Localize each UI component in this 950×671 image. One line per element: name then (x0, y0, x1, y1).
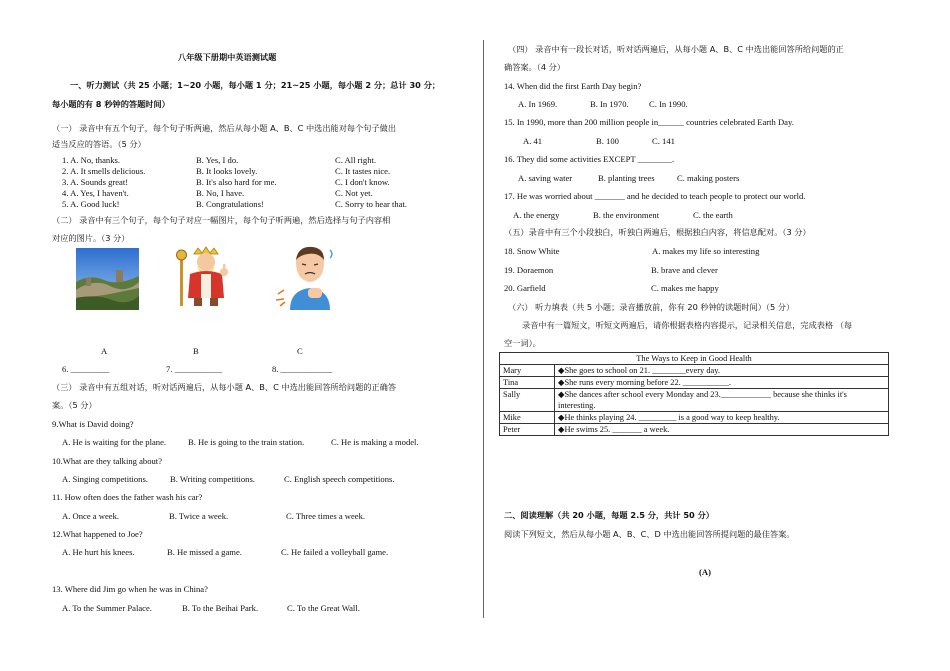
picture-label-a: A (101, 346, 108, 356)
question-17: 17. He was worried about _______ and he decided to teach people to protect our world. (504, 191, 806, 201)
health-ways-table (499, 352, 889, 436)
option-2c: C. It tastes nice. (335, 166, 391, 176)
pair-19-left: 19. Doraemon (504, 265, 554, 275)
option-5a: 5. A. Good luck! (62, 199, 120, 209)
option-14c: C. In 1990. (649, 99, 688, 109)
option-2b: B. It looks lovely. (196, 166, 258, 176)
pair-18-right: A. makes my life so interesting (652, 246, 760, 256)
option-12a: A. He hurt his knees. (62, 547, 135, 557)
question-9: 9.What is David doing? (52, 419, 134, 429)
row-name: Mike (500, 412, 555, 424)
picture-label-c: C (297, 346, 303, 356)
option-5c: C. Sorry to hear that. (335, 199, 408, 209)
option-13b: B. To the Beihai Park. (182, 603, 259, 613)
question-10: 10.What are they talking about? (52, 456, 163, 466)
question-13: 13. Where did Jim go when he was in China? (52, 584, 208, 594)
option-16a: A. saving water (518, 173, 573, 183)
pair-20-right: C. makes me happy (651, 283, 719, 293)
option-14a: A. In 1969. (518, 99, 558, 109)
part1-instructions: （一） 录音中有五个句子，每个句子听两遍，然后从每小题 A、B、C 中选出能对每个句子做出 (52, 123, 397, 133)
section2-instructions: 阅读下列短文，然后从每小题 A、B、C、D 中选出能回答所提问题的最佳答案。 (504, 529, 795, 539)
question-12: 12.What happened to Joe? (52, 529, 143, 539)
part2-instructions-cont: 对应的图片。（3 分） (52, 233, 130, 243)
question-16: 16. They did some activities EXCEPT ________. (504, 154, 675, 164)
option-4b: B. No, I have. (196, 188, 245, 198)
king-cartoon-picture (174, 246, 232, 308)
part6-instructions: （六） 听力填表（共 5 小题；录音播放前，你有 20 秒钟的读题时间）（5 分） (508, 302, 795, 312)
answer-blank-6[interactable]: 6. _________ (62, 364, 110, 374)
table-row (500, 389, 889, 412)
option-10c: C. English speech competitions. (284, 474, 395, 484)
option-4a: 4. A. Yes, I haven't. (62, 188, 129, 198)
row-text: ◆He thinks playing 24. _________ is a good way to keep healthy. (555, 412, 889, 424)
part3-instructions: （三） 录音中有五组对话，听对话两遍后，从每小题 A、B、C 中选出能回答所给问题的正确答 (52, 382, 397, 392)
option-16c: C. making posters (677, 173, 740, 183)
pair-19-right: B. brave and clever (651, 265, 718, 275)
section1-heading: 一、听力测试（共 25 小题；1~20 小题，每小题 1 分；21~25 小题，每小题 2 分；总计 30 分； (70, 80, 441, 90)
pair-18-left: 18. Snow White (504, 246, 560, 256)
row-text: ◆She dances after school every Monday and 23.____________ because she thinks it's interesting. (555, 389, 889, 412)
option-11c: C. Three times a week. (286, 511, 366, 521)
row-name: Peter (500, 424, 555, 436)
section2-heading: 二、阅读理解（共 20 小题，每题 2.5 分，共计 50 分） (504, 510, 714, 520)
option-15c: C. 141 (652, 136, 675, 146)
row-text: ◆She goes to school on 21. ________every day. (555, 365, 889, 377)
table-row (500, 365, 889, 377)
picture-label-b: B (193, 346, 199, 356)
part5-instructions: （五）录音中有三个小段独白，听独白两遍后，根据独白内容，将信息配对。（3 分） (504, 227, 811, 237)
part1-instructions-cont: 适当反应的答语。（5 分） (52, 139, 146, 149)
part6-description-cont: 空一词）。 (504, 338, 541, 348)
option-5b: B. Congratulations! (196, 199, 264, 209)
section1-heading-cont: 每小题的有 8 秒钟的答题时间） (52, 99, 170, 109)
table-caption-row (500, 353, 889, 365)
option-1c: C. All right. (335, 155, 377, 165)
answer-blank-8[interactable]: 8. ____________ (272, 364, 333, 374)
part2-instructions: （二） 录音中有三个句子，每个句子对应一幅图片，每个句子听两遍，然后选择与句子内容相 (52, 215, 391, 225)
option-15b: B. 100 (596, 136, 619, 146)
pair-20-left: 20. Garfield (504, 283, 546, 293)
sick-man-picture (272, 244, 342, 310)
part4-instructions-cont: 确答案。（4 分） (504, 62, 566, 72)
part3-instructions-cont: 案。（5 分） (52, 400, 97, 410)
option-10b: B. Writing competitions. (170, 474, 255, 484)
option-17c: C. the earth (693, 210, 733, 220)
option-17b: B. the environment (593, 210, 660, 220)
column-divider (483, 40, 484, 618)
question-14: 14. When did the first Earth Day begin? (504, 81, 642, 91)
option-12b: B. He missed a game. (167, 547, 242, 557)
table-caption: The Ways to Keep in Good Health (500, 353, 889, 365)
great-wall-picture (76, 248, 139, 310)
option-9c: C. He is making a model. (331, 437, 419, 447)
option-10a: A. Singing competitions. (62, 474, 148, 484)
question-11: 11. How often does the father wash his car? (52, 492, 203, 502)
option-11a: A. Once a week. (62, 511, 120, 521)
row-name: Tina (500, 377, 555, 389)
option-1b: B. Yes, I do. (196, 155, 239, 165)
option-15a: A. 41 (523, 136, 543, 146)
option-12c: C. He failed a volleyball game. (281, 547, 389, 557)
option-3c: C. I don't know. (335, 177, 390, 187)
page-title: 八年级下册期中英语测试题 (178, 52, 277, 62)
option-3a: 3. A. Sounds great! (62, 177, 129, 187)
row-text: ◆She runs every morning before 22. ___________. (555, 377, 889, 389)
row-name: Mary (500, 365, 555, 377)
option-11b: B. Twice a week. (169, 511, 229, 521)
option-13a: A. To the Summer Palace. (62, 603, 152, 613)
option-13c: C. To the Great Wall. (287, 603, 360, 613)
option-1a: 1. A. No, thanks. (62, 155, 121, 165)
option-9a: A. He is waiting for the plane. (62, 437, 167, 447)
option-16b: B. planting trees (598, 173, 655, 183)
question-15: 15. In 1990, more than 200 million people in______ countries celebrated Earth Day. (504, 117, 794, 127)
option-2a: 2. A. It smells delicious. (62, 166, 146, 176)
option-14b: B. In 1970. (590, 99, 629, 109)
option-4c: C. Not yet. (335, 188, 373, 198)
answer-blank-7[interactable]: 7. ___________ (166, 364, 222, 374)
table-row (500, 424, 889, 436)
option-3b: B. It's also hard for me. (196, 177, 277, 187)
table-row (500, 377, 889, 389)
option-9b: B. He is going to the train station. (188, 437, 305, 447)
option-17a: A. the energy (513, 210, 560, 220)
table-row (500, 412, 889, 424)
row-name: Sally (500, 389, 555, 412)
part6-description: 录音中有一篇短文，听短文两遍后，请你根据表格内容提示，记录相关信息，完成表格 （每 (522, 320, 853, 330)
part4-instructions: （四） 录音中有一段长对话，听对话两遍后，从每小题 A、B、C 中选出能回答所给问题的正 (508, 44, 844, 54)
passage-label: (A) (699, 567, 711, 577)
row-text: ◆He swims 25. _______ a week. (555, 424, 889, 436)
